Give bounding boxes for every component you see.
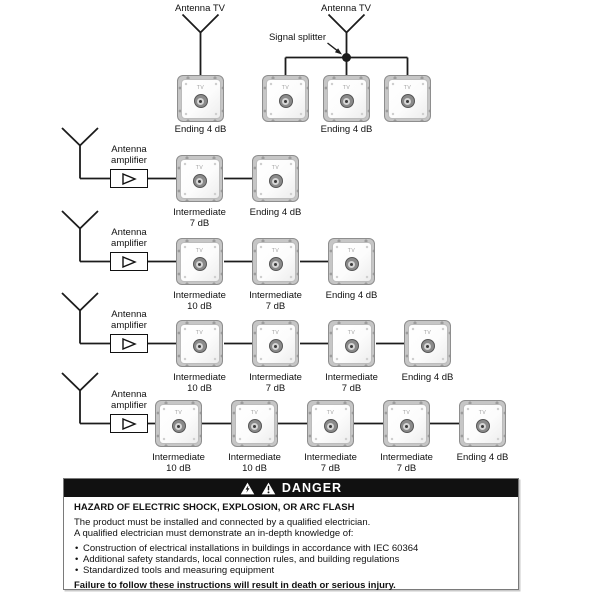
socket-tv-label: TV [195, 164, 204, 171]
socket-tv-label: TV [423, 329, 432, 336]
antenna-amplifier-box [110, 252, 148, 271]
coax-connector-icon [324, 419, 338, 433]
socket-caption: Intermediate 7 dB [173, 207, 226, 229]
danger-header-text: DANGER [281, 481, 343, 495]
coax-connector-icon [345, 339, 359, 353]
antenna-tv-label-left: Antenna TV [174, 3, 225, 14]
socket-caption: Ending 4 dB [325, 290, 378, 301]
socket-caption: Intermediate 7 dB [249, 290, 302, 312]
tv-socket [383, 400, 430, 447]
coax-connector-icon [279, 94, 293, 108]
hazard-paragraph: The product must be installed and connected by a qualified electrician. A qualified electrician must demonstrate an in-depth knowledge of: [74, 517, 371, 539]
antenna-amplifier-box [110, 169, 148, 188]
socket-plate [387, 404, 427, 444]
antenna-amplifier-label: Antenna amplifier [111, 144, 147, 166]
socket-plate [408, 324, 448, 364]
socket-tv-label: TV [402, 409, 411, 416]
antenna-tv-icon-left [183, 15, 219, 78]
signal-splitter-label: Signal splitter [268, 32, 326, 43]
tv-socket [459, 400, 506, 447]
socket-caption: Ending 4 dB [456, 452, 509, 463]
tv-socket [176, 155, 223, 202]
splitter-pointer-arrow [328, 43, 343, 55]
socket-tv-label: TV [271, 329, 280, 336]
socket-tv-label: TV [271, 247, 280, 254]
coax-connector-icon [269, 257, 283, 271]
hazard-bullet-list [74, 543, 508, 576]
socket-plate [311, 404, 351, 444]
hazard-bullet: • Additional safety standards, local connection rules, and building regulations [74, 554, 508, 565]
socket-caption: Intermediate 10 dB [173, 372, 226, 394]
socket-plate [266, 79, 306, 119]
socket-caption: Ending 4 dB [249, 207, 302, 218]
danger-body [64, 497, 518, 591]
coax-connector-icon [193, 339, 207, 353]
socket-caption: Intermediate 10 dB [173, 290, 226, 312]
tv-socket [231, 400, 278, 447]
socket-tv-label: TV [326, 409, 335, 416]
general-warning-icon [261, 482, 276, 495]
coax-connector-icon [193, 174, 207, 188]
coax-connector-icon [400, 419, 414, 433]
socket-plate [180, 242, 220, 282]
antenna-amplifier-label: Antenna amplifier [111, 389, 147, 411]
coax-connector-icon [345, 257, 359, 271]
socket-tv-label: TV [478, 409, 487, 416]
tv-socket [252, 320, 299, 367]
antenna-amplifier-box [110, 414, 148, 433]
socket-tv-label: TV [195, 329, 204, 336]
amplifier-triangle-icon [121, 418, 137, 430]
hazard-bullet: • Standardized tools and measuring equipment [74, 565, 508, 576]
antenna-amplifier-label: Antenna amplifier [111, 227, 147, 249]
socket-caption: Ending 4 dB [320, 124, 373, 135]
socket-caption: Intermediate 7 dB [249, 372, 302, 394]
socket-plate [181, 79, 221, 119]
tv-socket [328, 238, 375, 285]
socket-tv-label: TV [347, 329, 356, 336]
socket-plate [332, 242, 372, 282]
socket-plate [256, 324, 296, 364]
socket-plate [388, 79, 428, 119]
tv-socket [307, 400, 354, 447]
tv-socket [177, 75, 224, 122]
socket-tv-label: TV [196, 84, 205, 91]
socket-plate [332, 324, 372, 364]
coax-connector-icon [269, 174, 283, 188]
socket-plate [180, 159, 220, 199]
socket-caption: Intermediate 10 dB [152, 452, 205, 474]
tv-socket [404, 320, 451, 367]
socket-plate [235, 404, 275, 444]
coax-connector-icon [421, 339, 435, 353]
socket-tv-label: TV [271, 164, 280, 171]
amplifier-triangle-icon [121, 173, 137, 185]
tv-socket [328, 320, 375, 367]
antenna-tv-label-right: Antenna TV [320, 3, 371, 14]
socket-plate [256, 242, 296, 282]
socket-caption: Intermediate 10 dB [228, 452, 281, 474]
coax-connector-icon [193, 257, 207, 271]
socket-plate [256, 159, 296, 199]
tv-socket [252, 238, 299, 285]
danger-warning-box [63, 478, 519, 590]
antenna-amplifier-label: Antenna amplifier [111, 309, 147, 331]
socket-tv-label: TV [250, 409, 259, 416]
electric-shock-warning-icon [240, 482, 255, 495]
socket-caption: Ending 4 dB [174, 124, 227, 135]
coax-connector-icon [248, 419, 262, 433]
socket-caption: Intermediate 7 dB [325, 372, 378, 394]
antenna-tv-icon-right [286, 15, 408, 78]
socket-caption: Ending 4 dB [401, 372, 454, 383]
coax-connector-icon [194, 94, 208, 108]
hazard-bullet: • Construction of electrical installations in buildings in accordance with IEC 60364 [74, 543, 508, 554]
hazard-title: HAZARD OF ELECTRIC SHOCK, EXPLOSION, OR ARC FLASH [74, 502, 355, 513]
socket-caption: Intermediate 7 dB [380, 452, 433, 474]
hazard-footer: Failure to follow these instructions will result in death or serious injury. [74, 580, 396, 591]
socket-tv-label: TV [281, 84, 290, 91]
coax-connector-icon [476, 419, 490, 433]
amplifier-triangle-icon [121, 338, 137, 350]
tv-socket [176, 320, 223, 367]
tv-socket [384, 75, 431, 122]
amplifier-triangle-icon [121, 256, 137, 268]
antenna-amplifier-box [110, 334, 148, 353]
tv-socket [262, 75, 309, 122]
socket-tv-label: TV [342, 84, 351, 91]
socket-tv-label: TV [195, 247, 204, 254]
danger-header-bar [64, 479, 518, 497]
coax-connector-icon [269, 339, 283, 353]
socket-tv-label: TV [403, 84, 412, 91]
socket-tv-label: TV [347, 247, 356, 254]
socket-caption: Intermediate 7 dB [304, 452, 357, 474]
coax-connector-icon [340, 94, 354, 108]
tv-socket [252, 155, 299, 202]
socket-tv-label: TV [174, 409, 183, 416]
socket-plate [180, 324, 220, 364]
socket-plate [327, 79, 367, 119]
tv-socket [323, 75, 370, 122]
socket-plate [463, 404, 503, 444]
coax-connector-icon [401, 94, 415, 108]
tv-socket [176, 238, 223, 285]
coax-connector-icon [172, 419, 186, 433]
splitter-junction-dot [342, 53, 351, 62]
